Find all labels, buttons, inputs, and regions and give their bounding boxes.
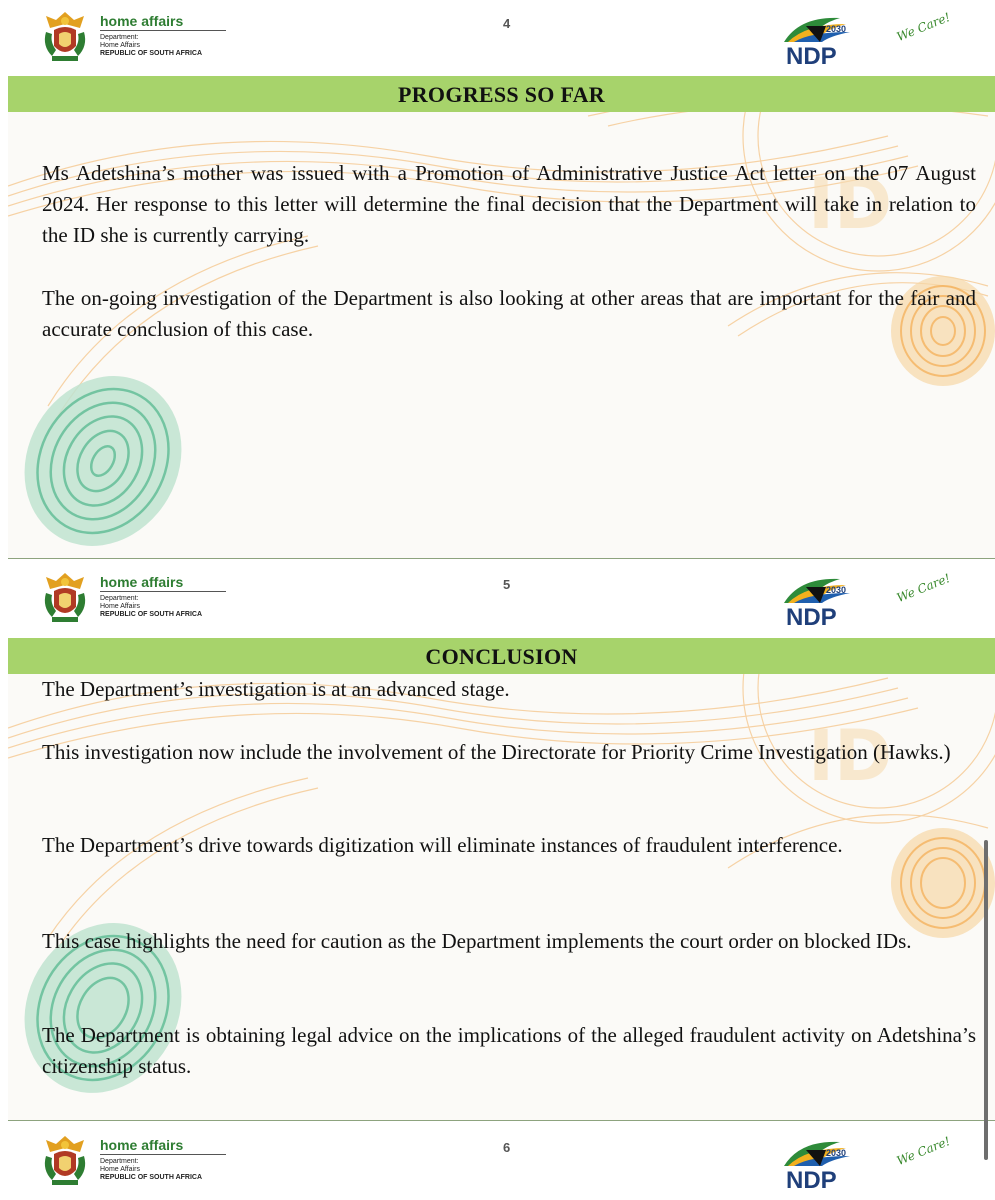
ndp-year: 2030 <box>826 1148 847 1158</box>
home-affairs-logo <box>40 571 240 625</box>
vertical-scrollbar[interactable] <box>984 840 988 1160</box>
page-number: 6 <box>503 1140 511 1155</box>
slide-title-bar <box>8 638 995 674</box>
slide-title: PROGRESS SO FAR <box>397 82 605 107</box>
slide-progress <box>8 76 995 559</box>
org-subtitle <box>100 34 202 58</box>
ndp-2030-logo <box>780 12 854 68</box>
dept-name: Home Affairs <box>100 42 140 49</box>
org-subtitle <box>100 595 202 619</box>
tagline: We Care! <box>894 570 953 605</box>
paragraph: The Department’s investigation is at an advanced stage. <box>42 677 510 701</box>
ndp-text: NDP <box>786 604 837 629</box>
tagline: We Care! <box>894 9 953 44</box>
dept-label: Department: <box>100 34 139 41</box>
country-name: REPUBLIC OF SOUTH AFRICA <box>100 50 203 57</box>
page-header-6 <box>0 1124 995 1198</box>
svg-text:ID: ID <box>808 163 893 245</box>
paragraph: The on-going investigation of the Department is also looking at other areas that are important for the fair and accurate conclusion of this case. <box>42 286 976 341</box>
coat-of-arms-icon <box>40 571 90 625</box>
dept-label: Department: <box>100 595 139 602</box>
home-affairs-logo <box>40 10 240 64</box>
slide-conclusion <box>8 638 995 1121</box>
paragraph: Ms Adetshina’s mother was issued with a Promotion of Administrative Justice Act letter on the 07 August 2024. Her response to this letter will determine the final decision that the Department will take in relation to the ID she is currently carrying. <box>42 161 976 247</box>
org-name: home affairs <box>100 574 226 592</box>
ndp-year: 2030 <box>826 24 847 34</box>
country-name: REPUBLIC OF SOUTH AFRICA <box>100 611 203 618</box>
dept-label: Department: <box>100 1158 139 1165</box>
home-affairs-logo <box>40 1134 240 1188</box>
paragraph: This investigation now include the involvement of the Directorate for Priority Crime Investigation (Hawks.) <box>42 740 951 764</box>
ndp-2030-logo <box>780 1136 854 1192</box>
paragraph: The Department’s drive towards digitization will eliminate instances of fraudulent interference. <box>42 833 843 857</box>
org-name: home affairs <box>100 1137 226 1155</box>
org-name: home affairs <box>100 13 226 31</box>
slide-title-bar <box>8 76 995 112</box>
slide-title: CONCLUSION <box>425 644 578 669</box>
page-number: 5 <box>503 577 511 592</box>
dept-name: Home Affairs <box>100 1166 140 1173</box>
page-number: 4 <box>503 16 511 31</box>
page-header-5 <box>0 561 995 635</box>
ndp-text: NDP <box>786 43 837 68</box>
green-fingerprint-icon <box>8 347 212 558</box>
ndp-year: 2030 <box>826 585 847 595</box>
paragraph: This case highlights the need for caution as the Department implements the court order on blocked IDs. <box>42 929 912 953</box>
ndp-text: NDP <box>786 1167 837 1192</box>
country-name: REPUBLIC OF SOUTH AFRICA <box>100 1174 203 1181</box>
coat-of-arms-icon <box>40 10 90 64</box>
page-header-4 <box>0 0 995 74</box>
coat-of-arms-icon <box>40 1134 90 1188</box>
org-subtitle <box>100 1158 202 1182</box>
ndp-2030-logo <box>780 573 854 629</box>
paragraph: The Department is obtaining legal advice on the implications of the alleged fraudulent activity on Adetshina’s citizenship status. <box>42 1023 976 1078</box>
svg-text:ID: ID <box>808 715 893 797</box>
dept-name: Home Affairs <box>100 603 140 610</box>
tagline: We Care! <box>894 1133 953 1168</box>
